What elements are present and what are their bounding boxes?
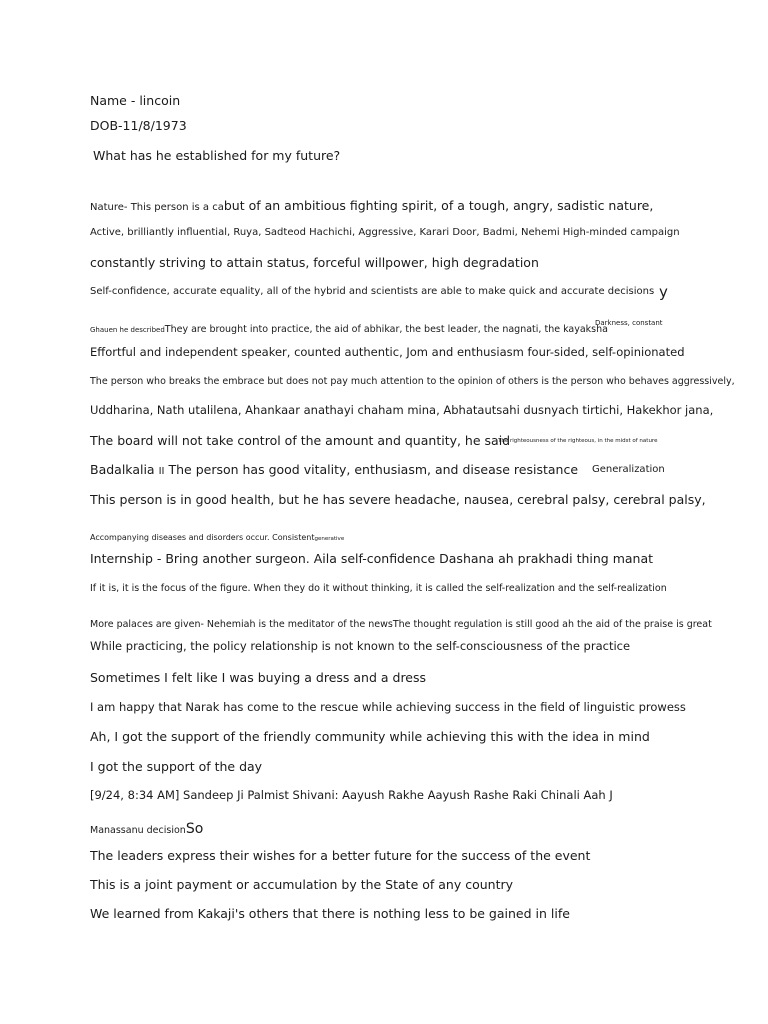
text-fragment: generative [314,536,345,542]
text-fragment: Badalkalia [90,462,155,477]
text-fragment: More palaces are given- Nehemiah is the meditator of the news [90,619,393,630]
text-fragment: Accompanying diseases and disorders occur. Consistent [90,533,315,542]
text-fragment: They are brought into practice, the aid of abhikar, the best leader, the nagnati, the kayaksha [164,324,608,335]
text-fragment: The person has good vitality, enthusiasm, and disease resistance [168,462,579,477]
text-line: This is a joint payment or accumulation by the State of any country [90,877,514,892]
text-line [90,818,203,838]
text-fragment: Manassanu decision [90,825,186,836]
dob-line: DOB-11/8/1973 [90,118,187,133]
text-line: The leaders express their wishes for a better future for the success of the event [90,848,591,863]
text-line: The board will not take control of the amount and quantity, he said [90,433,511,448]
text-fragment: Ghauen he described [90,326,165,334]
text-line: We learned from Kakaji's others that there is nothing less to be gained in life [90,906,570,921]
name-line: Name - lincoin [90,93,181,108]
text-line [90,195,653,214]
text-line: This person is in good health, but he has severe headache, nausea, cerebral palsy, cerebral palsy, [90,492,706,507]
text-line [90,612,712,631]
text-line: Ah, I got the support of the friendly community while achieving this with the idea in mind [90,729,650,744]
text-fragment: Darkness, constant [595,319,663,327]
text-line: Self-confidence, accurate equality, all of the hybrid and scientists are able to make quick and accurate decisions [90,286,655,297]
text-line: While practicing, the policy relationship is not known to the self-consciousness of the practice [90,639,631,653]
text-line: constantly striving to attain status, forceful willpower, high degradation [90,255,539,270]
text-fragment: The thought regulation is still good ah the aid of the praise is great [392,619,712,630]
text-fragment: So [185,821,204,837]
text-line [90,317,608,336]
text-line: Effortful and independent speaker, counted authentic, Jom and enthusiasm four-sided, self-opinionated [90,345,685,359]
text-line: I am happy that Narak has come to the rescue while achieving success in the field of linguistic prowess [90,700,686,714]
text-fragment: Nature- This person is a ca [90,202,224,213]
text-line: Uddharina, Nath utalilena, Ahankaar anathayi chaham mina, Abhatautsahi dusnyach tirtichi, Hakekhor jana, [90,403,714,417]
text-line: Internship - Bring another surgeon. Aila self-confidence Dashana ah prakhadi thing manat [90,551,654,566]
text-line [90,462,578,478]
text-fragment: The righteousness of the righteous, in the midst of nature [498,438,658,444]
text-line: Active, brilliantly influential, Ruya, Sadteod Hachichi, Aggressive, Karari Door, Badmi, Nehemi High-minded campaign [90,227,680,238]
text-line: Sometimes I felt like I was buying a dress and a dress [90,670,427,685]
text-line: The person who breaks the embrace but does not pay much attention to the opinion of others is the person who behaves aggressively, [90,376,735,387]
text-fragment: Generalization [592,464,665,475]
text-line: If it is, it is the focus of the figure. When they do it without thinking, it is called the self-realization and the self-realization [90,583,667,594]
text-fragment: II [158,466,165,477]
text-line: I got the support of the day [90,759,263,774]
text-line [90,525,344,544]
text-fragment: y [659,283,668,301]
text-fragment: but of an ambitious fighting spirit, of a tough, angry, sadistic nature, [223,198,654,213]
text-line: [9/24, 8:34 AM] Sandeep Ji Palmist Shivani: Aayush Rakhe Aayush Rashe Raki Chinali Aah J [90,788,613,802]
question-heading: What has he established for my future? [93,148,341,163]
